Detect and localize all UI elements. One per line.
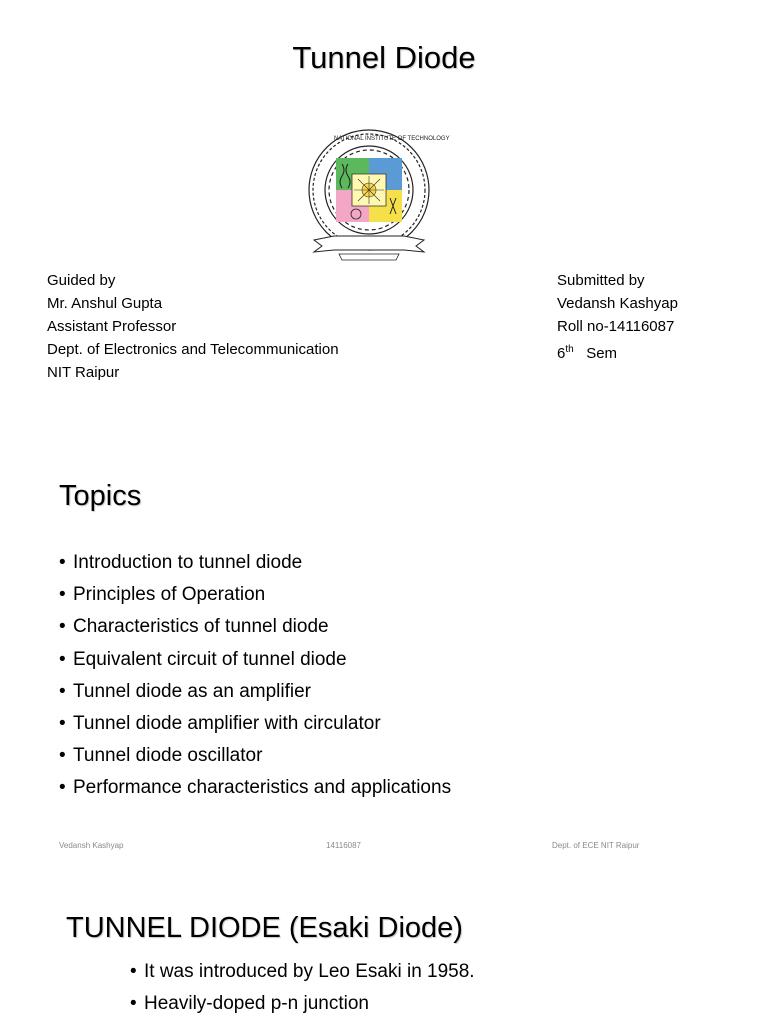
semester	[557, 338, 678, 365]
guide-institute: NIT Raipur	[47, 364, 120, 381]
list-item	[130, 956, 475, 988]
guide-name: Mr. Anshul Gupta	[47, 295, 163, 312]
bullet: •	[59, 777, 66, 799]
guide-designation: Assistant Professor	[47, 318, 177, 335]
list-item-text: Performance characteristics and applications	[73, 777, 452, 799]
tunnel-diode-slide	[0, 900, 768, 1024]
list-item	[59, 676, 451, 708]
bullet: •	[59, 584, 66, 606]
points-list	[130, 956, 475, 1020]
guide-department: Dept. of Electronics and Telecommunication	[47, 341, 339, 358]
bullet: •	[59, 745, 66, 767]
list-item-text: Introduction to tunnel diode	[73, 552, 303, 573]
semester-number: 6	[557, 345, 566, 362]
slide-title: Tunnel Diode	[292, 40, 476, 75]
list-item	[59, 547, 451, 579]
roll-number: Roll no-14116087	[557, 318, 675, 335]
list-item	[59, 740, 451, 772]
bullet: •	[59, 713, 66, 735]
guided-by-block	[47, 269, 339, 384]
semester-ordinal: th	[565, 344, 574, 355]
bullet: •	[59, 616, 66, 638]
topics-list	[59, 547, 451, 805]
footer-roll: 14116087	[326, 841, 361, 850]
footer-department: Dept. of ECE NIT Raipur	[552, 841, 640, 850]
bullet: •	[59, 648, 66, 670]
bullet: •	[130, 961, 137, 982]
semester-word: Sem	[586, 345, 618, 362]
list-item	[59, 772, 451, 804]
slide-title: TUNNEL DIODE (Esaki Diode)	[66, 912, 463, 944]
list-item	[130, 988, 475, 1020]
list-item-text: Equivalent circuit of tunnel diode	[73, 648, 347, 670]
list-item-text: Tunnel diode as an amplifier	[73, 680, 311, 702]
list-item-text: Tunnel diode oscillator	[73, 745, 263, 767]
list-item-text: Characteristics of tunnel diode	[73, 616, 329, 638]
bullet: •	[130, 993, 137, 1014]
bullet: •	[59, 680, 66, 702]
list-item-text: Heavily-doped p-n junction	[144, 993, 369, 1014]
guided-by-label: Guided by	[47, 272, 116, 289]
nit-raipur-emblem-icon	[304, 128, 450, 262]
list-item-text: Tunnel diode amplifier with circulator	[73, 713, 381, 735]
list-item-text: Principles of Operation	[73, 584, 266, 606]
submitted-by-block	[557, 269, 678, 365]
list-item	[59, 611, 451, 643]
svg-text:NATIONAL INSTITUTE OF TECHNOLO: NATIONAL INSTITUTE OF TECHNOLOGY	[334, 136, 450, 142]
list-item	[59, 644, 451, 676]
submitted-by-label: Submitted by	[557, 272, 645, 289]
bullet: •	[59, 552, 66, 573]
title-slide	[0, 0, 768, 420]
list-item	[59, 708, 451, 740]
slide-title: Topics	[59, 480, 142, 512]
student-name: Vedansh Kashyap	[557, 295, 678, 312]
topics-slide	[0, 460, 768, 860]
footer-author: Vedansh Kashyap	[59, 841, 124, 850]
list-item-text: It was introduced by Leo Esaki in 1958.	[144, 961, 475, 982]
list-item	[59, 579, 451, 611]
